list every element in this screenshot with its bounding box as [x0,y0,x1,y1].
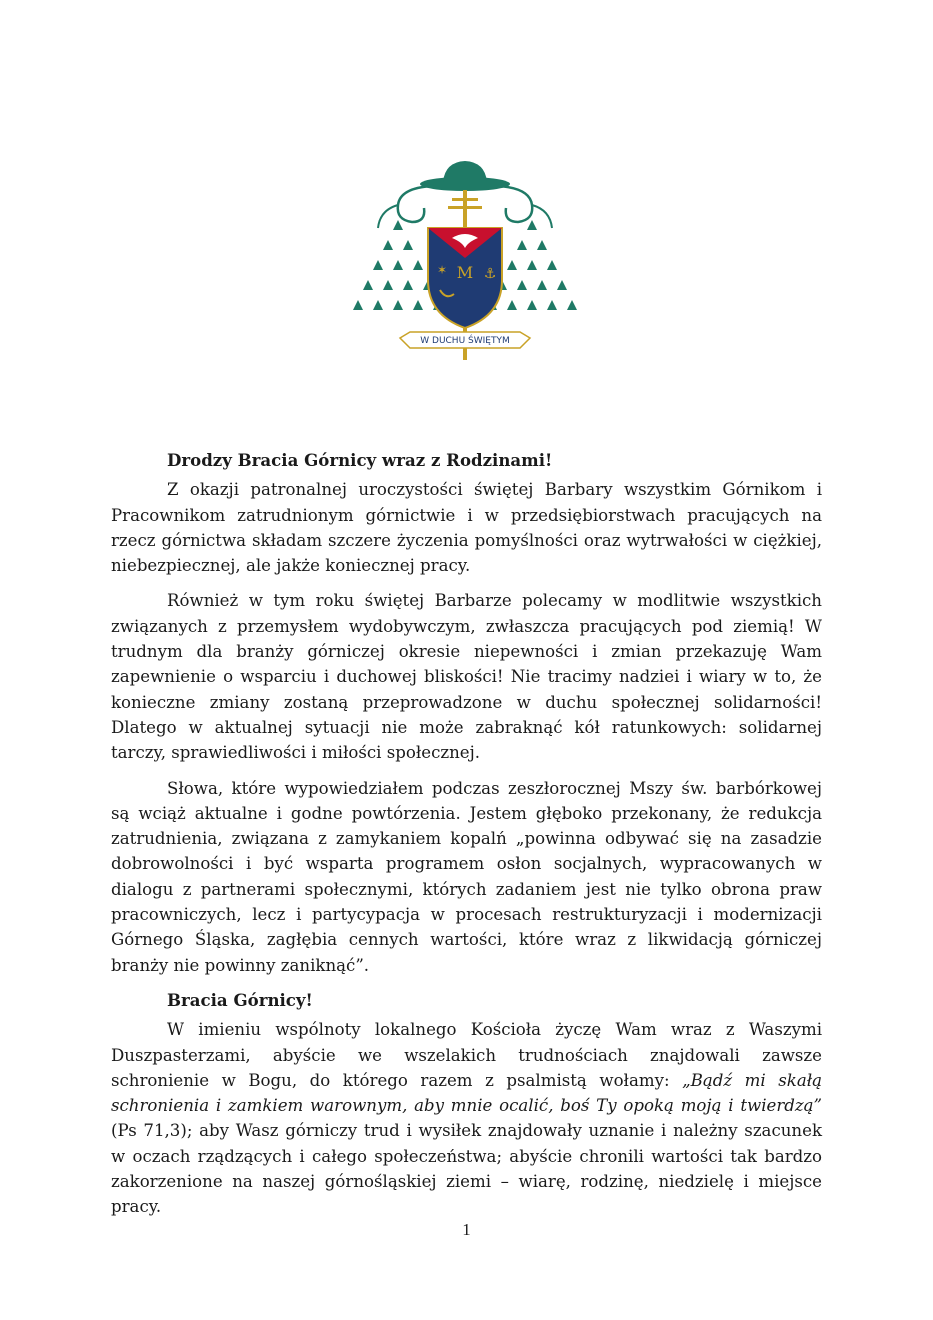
heading-bracia-gornicy: Bracia Górnicy! [167,989,313,1010]
letter-body [111,448,822,1230]
svg-text:✶: ✶ [436,263,448,277]
paragraph-2: Również w tym roku świętej Barbarze polecamy w modlitwie wszystkich związanych z przemysłem wydobywczym, zwłaszcza pracujących pod ziemią! W trudnym dla branży górniczej okresie niepewności i zmian przekazuję Wam zapewnienie o wsparciu i duchowej bliskości! Nie tracimy nadziei i wiary w to, że konieczne zmiany zostaną przeprowadzone w duchu społecznej solidarności! Dlatego w aktualnej sytuacji nie może zabraknąć kół ratunkowych: solidarnej tarczy, sprawiedliwości i miłości społecznej. [111,591,822,763]
paragraph-4 [111,1017,822,1219]
motto-text: W DUCHU ŚWIĘTYM [420,336,510,346]
greeting: Drodzy Bracia Górnicy wraz z Rodzinami! [167,450,553,470]
paragraph-4-end: (Ps 71,3); aby Wasz górniczy trud i wysiłek znajdowały uznanie i należny szacunek w oczach rządzących i całego społeczeństwa; abyście chronili wartości tak bardzo zakorzenione na naszej górnośląskiej ziemi – wiarę, rodzinę, niedzielę i miejsce pracy. [111,1121,822,1217]
coat-of-arms [340,150,590,370]
psalm-quote: „Bądź mi skałą schronienia i zamkiem warownym, aby mnie ocalić, boś Ty opoką moją i twierdzą” [111,1070,822,1116]
paragraph-3: Słowa, które wypowiedziałem podczas zeszłorocznej Mszy św. barbórkowej są wciąż aktualne i godne powtórzenia. Jestem głęboko przekonany, że redukcja zatrudnienia, związana z zamykaniem kopalń „powinna odbywać się na zasadzie dobrowolności i być wsparta programem osłon socjalnych, wypracowanych w dialogu z partnerami społecznymi, których zadaniem jest nie tylko obrona praw pracowniczych, lecz i partycypacja w procesach restrukturyzacji i modernizacji Górnego Śląska, zagłębia cennych wartości, które wraz z likwidacją górniczej branży nie powinny zaniknąć”. [111,778,822,975]
svg-text:⚓: ⚓ [483,266,497,282]
page-number: 1 [462,1220,471,1239]
paragraph-1: Z okazji patronalnej uroczystości świętej Barbary wszystkim Górnikom i Pracownikom zatrudnionym górnictwie i w przedsiębiorstwach pracujących na rzecz górnictwa składam szczere życzenia pomyślności oraz wytrwałości w ciężkiej, niebezpiecznej, ale jakże koniecznej pracy. [111,480,822,576]
svg-text:M: M [456,263,474,282]
paragraph-4-start: W imieniu wspólnoty lokalnego Kościoła życzę Wam wraz z Waszymi Duszpasterzami, abyście we wszelakich trudnościach znajdowali zawsze schronienie w Bogu, do którego razem z psalmistą wołamy: [111,1020,822,1090]
